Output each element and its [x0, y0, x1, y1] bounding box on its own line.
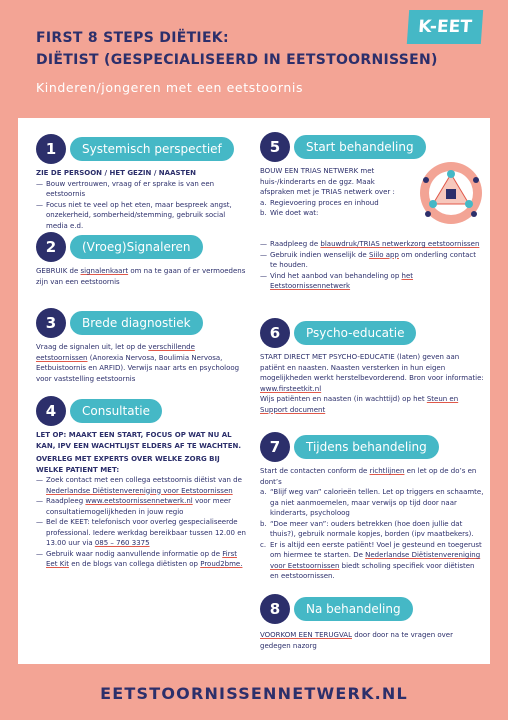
- richtlijnen-link[interactable]: richtlijnen: [369, 467, 405, 475]
- step-title-4: Consultatie: [70, 399, 162, 423]
- step-title-5: Start behandeling: [294, 135, 426, 159]
- section-3-body: Vraag de signalen uit, let op de verschillende eetstoornissen (Anorexia Nervosa, Boulimia Nervosa, Eetbuistoornis en ARFID). Verwijs naar arts en psycholoog voor vaststelling eetstoornis: [36, 343, 240, 383]
- terugval-link[interactable]: VOORKOM EEN TERUGVAL: [260, 631, 352, 639]
- step-title-1: Systemisch perspectief: [70, 137, 234, 161]
- section-4-body: [36, 430, 248, 570]
- list-item: b. “Doe meer van”: ouders betrekken (hoe doen jullie dat thuis?), gebruik normale kopjes, borden (ipv maatbekers).: [260, 519, 474, 538]
- step-number-5: 5: [260, 132, 290, 162]
- list-item: — Raadpleeg de blauwdruk/TRIAS netwerkzorg eetstoornissen: [260, 240, 480, 248]
- keet-logo: K-EET: [407, 10, 483, 44]
- siilo-link[interactable]: Siilo app: [368, 250, 399, 259]
- step-title-8: Na behandeling: [294, 597, 413, 621]
- section-1-body: [36, 168, 246, 231]
- netwerk-aanbod-link[interactable]: het Eetstoornissennetwerk: [270, 271, 414, 290]
- ndve-scholing-link[interactable]: Nederlandse Diëtistenvereniging voor Eetstoornissen: [270, 551, 481, 570]
- list-item: — Bouw vertrouwen, vraag of er sprake is van een eetstoornis: [36, 179, 215, 198]
- list-item: — Gebruik indien wenselijk de Siilo app om onderling contact te houden.: [260, 250, 477, 269]
- list-item: — Vind het aanbod van behandeling op het Eetstoornissennetwerk: [260, 271, 414, 290]
- list-item: — Zoek contact met een collega eetstoornis diëtist van de Nederlandse Diëtistenvereniging voor Eetstoornissen: [36, 476, 242, 495]
- section-6-text: START DIRECT MET PSYCHO-EDUCATIE (laten) geven aan patiënt en naasten. Naasten versterken in hun eigen mogelijkheden werkt herstelbevorderend. Bron voor informatie:: [260, 353, 484, 382]
- section-5-body: [260, 166, 410, 219]
- step-number-8: 8: [260, 594, 290, 624]
- proud2bme-link[interactable]: Proud2bme.: [200, 560, 243, 568]
- step-number-7: 7: [260, 432, 290, 462]
- step-title-7: Tijdens behandeling: [294, 435, 439, 459]
- list-item: b. Wie doet wat:: [260, 209, 319, 217]
- blauwdruk-link[interactable]: blauwdruk/TRIAS netwerkzorg eetstoornissen: [320, 240, 480, 248]
- step-title-2: (Vroeg)Signaleren: [70, 235, 203, 259]
- list-item: a. Regievoering proces en inhoud: [260, 198, 379, 207]
- list-item: — Bel de KEET: telefonisch voor overleg gespecialiseerde professional. Iedere werkdag bereikbaar tussen 12.00 en 13.00 uur via 085 – 760 3375: [36, 518, 246, 547]
- step-title-6: Psycho-educatie: [294, 321, 416, 345]
- section-6-body: START DIRECT MET PSYCHO-EDUCATIE (laten) geven aan patiënt en naasten. Naasten versterken in hun eigen mogelijkheden werkt herstelbevorderend. Bron voor informatie: www.firsteetkit.nl Wijs patiënten en naasten (in wachttijd) op het Steun en Support document: [260, 353, 484, 414]
- step-number-6: 6: [260, 318, 290, 348]
- steun-support-link[interactable]: Steun en Support document: [260, 395, 459, 414]
- header-banner: [0, 0, 508, 120]
- section-1-intro: ZIE DE PERSOON / HET GEZIN / NAASTEN: [36, 169, 196, 177]
- signalenkaart-link[interactable]: signalenkaart: [80, 267, 129, 275]
- list-item: — Raadpleeg www.eetstoornissennetwerk.nl voor meer consultatiemogelijkheden in jouw regio: [36, 497, 232, 516]
- step-number-2: 2: [36, 232, 66, 262]
- section-5-subitems: [260, 239, 484, 292]
- step-number-1: 1: [36, 134, 66, 164]
- header-subtitle: Kinderen/jongeren met een eetstoornis: [36, 80, 304, 95]
- ndve-link[interactable]: Nederlandse Diëtistenvereniging voor Eetstoornissen: [46, 486, 233, 495]
- list-item: a. “Blijf weg van” calorieën tellen. Let op triggers en schaamte, ga niet aanmoemelen, maar verwijs op tijd door naar kinderarts, psycholoog: [260, 488, 484, 517]
- header-title-1: FIRST 8 STEPS DIËTIEK:: [36, 30, 229, 46]
- section-5-intro: BOUW EEN TRIAS NETWERK met huis-/kinderarts en de ggz. Maak afspraken met je TRIAS netwerk over :: [260, 167, 395, 196]
- section-7-body: Start de contacten conform de richtlijnen en let op de do’s en dont’s a. “Blijf weg van” calorieën tellen. Let op triggers en schaamte, ga niet aanmoemelen, maar verwijs op tijd door naar kinderarts, psycholoog b. “Doe meer van”: ouders betrekken (hoe doen jullie dat thuis?), gebruik normale kopjes, borden (ipv maatbekers). c. Er is altijd een eerste patiënt! Voel je gesteund en toegerust om hiermee te starten. De Nederlandse Diëtistenvereniging voor Eetstoornissen biedt scholing specifiek voor diëtisten en eetstoornissen.: [260, 467, 484, 580]
- step-title-3: Brede diagnostiek: [70, 311, 203, 335]
- list-item: — Gebruik waar nodig aanvullende informatie op de First Eet Kit en de blogs van collega diëtisten op Proud2bme.: [36, 549, 243, 568]
- step-number-4: 4: [36, 396, 66, 426]
- step-number-3: 3: [36, 308, 66, 338]
- list-item: — Focus niet te veel op het eten, maar bespreek angst, onzekerheid, somberheid/stemming, gebruik social media e.d.: [36, 200, 232, 230]
- list-item: c. Er is altijd een eerste patiënt! Voel je gesteund en toegerust om hiermee te starten. De Nederlandse Diëtistenvereniging voor Eetstoornissen biedt scholing specifiek voor diëtisten en eetstoornissen.: [260, 540, 482, 580]
- firsteetkit-link[interactable]: www.firsteetkit.nl: [260, 384, 322, 393]
- header-title-2: DIËTIST (GESPECIALISEERD IN EETSTOORNISSEN): [36, 52, 438, 68]
- section-4-intro: LET OP: MAAKT EEN START, FOCUS OP WAT NU AL KAN, IPV EEN WACHTLIJST ELDERS AF TE WACHTEN.: [36, 431, 241, 450]
- section-4-intro2: OVERLEG MET EXPERTS OVER WELKE ZORG BIJ WELKE PATIENT MET:: [36, 455, 220, 474]
- eetstoornissen-link[interactable]: verschillende eetstoornissen: [36, 343, 195, 362]
- trias-network-illustration: [418, 160, 484, 226]
- phone-link[interactable]: 085 – 760 3375: [94, 539, 150, 547]
- netwerk-link[interactable]: www.eetstoornissennetwerk.nl: [85, 497, 193, 505]
- footer-url[interactable]: EETSTOORNISSENNETWERK.NL: [100, 684, 408, 703]
- section-2-body: GEBRUIK de signalenkaart om na te gaan of er vermoedens zijn van een eetstoornis: [36, 267, 246, 286]
- first-eet-kit-link[interactable]: First Eet Kit: [46, 549, 237, 568]
- section-8-body: VOORKOM EEN TERUGVAL door door na te vragen over gedegen nazorg: [260, 631, 453, 650]
